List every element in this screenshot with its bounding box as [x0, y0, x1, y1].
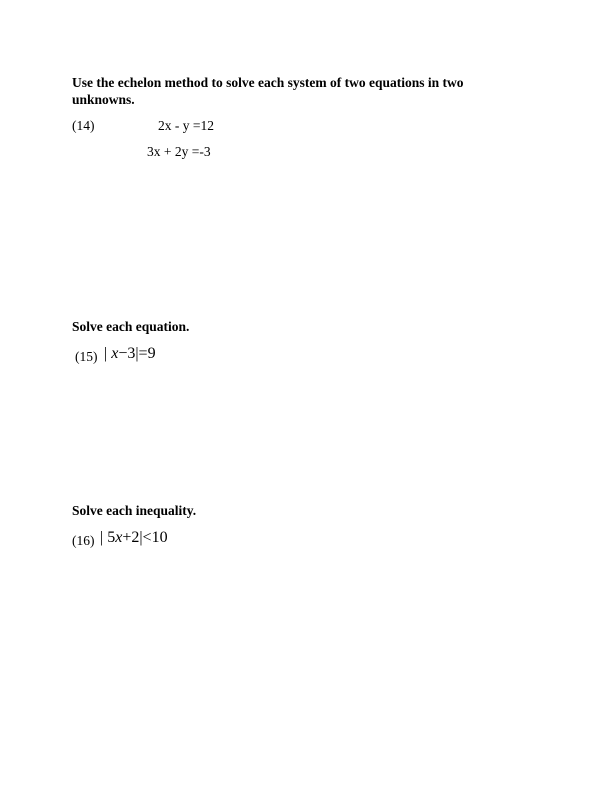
- abs-bar-open: |: [104, 345, 108, 362]
- variable-x: x: [111, 345, 119, 362]
- coefficient-5: 5: [107, 529, 116, 546]
- absolute-value-inequality: [100, 529, 168, 547]
- instruction-solve-inequality: Solve each inequality.: [72, 503, 197, 518]
- equation-2: 3x + 2y =-3: [147, 144, 211, 159]
- problem-number-14: (14): [72, 118, 95, 133]
- equation-1: 2x - y =12: [158, 118, 214, 133]
- equals-nine: =9: [138, 345, 156, 362]
- variable-x: x: [115, 529, 123, 546]
- absolute-value-equation: [104, 345, 156, 363]
- instruction-echelon-line1: Use the echelon method to solve each system of two equations in two: [72, 75, 464, 90]
- abs-bar-open: |: [100, 529, 104, 546]
- less-than-ten: <10: [142, 529, 168, 546]
- instruction-echelon-line2: unknowns.: [72, 92, 135, 107]
- minus-three: −3: [118, 345, 136, 362]
- problem-number-16: (16): [72, 533, 95, 548]
- abs-bar-close: |: [135, 345, 139, 362]
- instruction-solve-equation: Solve each equation.: [72, 319, 190, 334]
- abs-bar-close: |: [139, 529, 143, 546]
- plus-two: +2: [122, 529, 140, 546]
- problem-number-15: (15): [75, 349, 98, 364]
